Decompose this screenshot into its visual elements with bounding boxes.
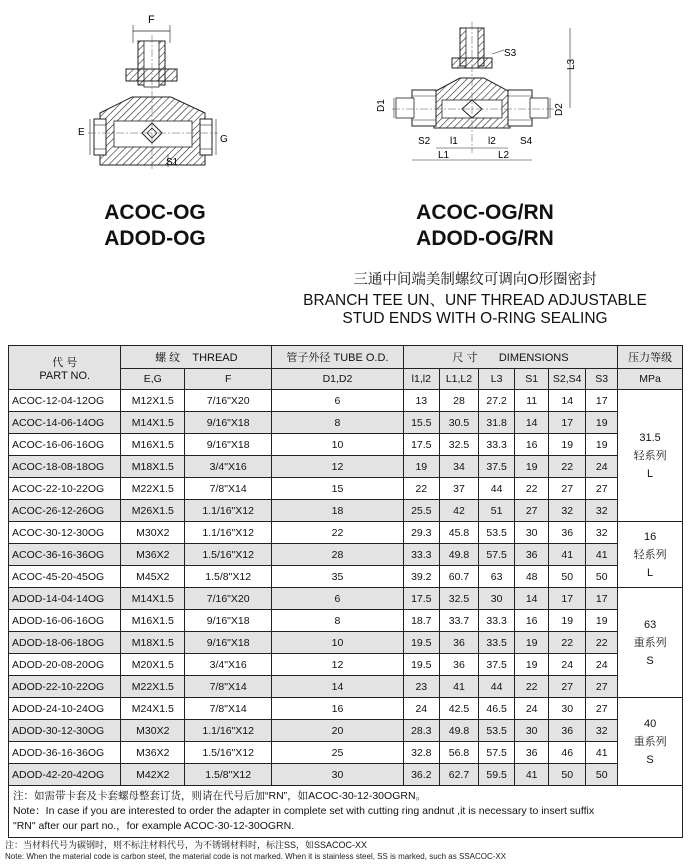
table-cell: 36 (515, 742, 549, 764)
label-d2: D2 (554, 103, 565, 116)
cell-part-no: ACOC-16-06-16OG (9, 434, 121, 456)
table-cell: 36 (515, 544, 549, 566)
table-cell: 19 (515, 654, 549, 676)
cell-part-no: ACOC-14-06-14OG (9, 412, 121, 434)
table-cell: 6 (272, 390, 404, 412)
table-cell: 27 (586, 478, 618, 500)
table-row (9, 676, 683, 698)
table-cell: 32.5 (439, 434, 478, 456)
table-cell: 19.5 (403, 654, 439, 676)
right-model-2: ADOD-OG/RN (416, 227, 554, 250)
table-cell: 15.5 (403, 412, 439, 434)
left-fitting-drawing (70, 5, 260, 190)
table-cell: 30 (549, 698, 586, 720)
table-cell: 57.5 (479, 742, 515, 764)
table-cell: 24 (515, 698, 549, 720)
table-cell: 41 (515, 764, 549, 786)
header-eg: E,G (121, 369, 185, 390)
right-fitting-drawing (372, 18, 587, 168)
table-cell: 24 (586, 456, 618, 478)
table-cell: 17.5 (403, 434, 439, 456)
table-cell: 35 (272, 566, 404, 588)
table-cell: M22X1.5 (121, 478, 185, 500)
table-cell: 36 (549, 522, 586, 544)
table-cell: 27 (586, 676, 618, 698)
header-tube-en: TUBE O.D. (333, 352, 389, 364)
table-cell: 39.2 (403, 566, 439, 588)
label-l2: L2 (498, 150, 510, 161)
table-cell: M18X1.5 (121, 632, 185, 654)
table-cell: M24X1.5 (121, 698, 185, 720)
note-en-1: Note：In case if you are interested to order the adapter in complete set with cutting ring andnut ,it is necessary to insert suffix (13, 805, 595, 817)
table-cell: 9/16"X18 (185, 610, 272, 632)
label-s3: S3 (504, 48, 517, 59)
label-d1: D1 (376, 99, 387, 112)
cell-part-no: ADOD-16-06-16OG (9, 610, 121, 632)
table-cell: 50 (586, 566, 618, 588)
header-dimensions (403, 346, 617, 369)
table-cell: 19 (515, 456, 549, 478)
table-cell: 30 (272, 764, 404, 786)
table-row (9, 522, 683, 544)
table-cell: 53.5 (479, 720, 515, 742)
table-cell: 42 (439, 500, 478, 522)
table-cell: 8 (272, 610, 404, 632)
table-cell: 20 (272, 720, 404, 742)
table-cell: 41 (586, 742, 618, 764)
header-part-no (9, 346, 121, 390)
table-note (9, 786, 683, 838)
title-chinese: 三通中间端美制螺纹可调向O形圈密封 (353, 272, 597, 288)
table-cell: 23 (403, 676, 439, 698)
cell-part-no: ACOC-30-12-30OG (9, 522, 121, 544)
table-cell: 22 (586, 632, 618, 654)
table-cell: 19 (586, 412, 618, 434)
header-l1l2: L1,L2 (439, 369, 478, 390)
table-cell: 15 (272, 478, 404, 500)
table-row (9, 654, 683, 676)
spec-table-body (9, 390, 683, 786)
table-cell: 7/16"X20 (185, 390, 272, 412)
header-thread-en: THREAD (192, 352, 238, 364)
table-row (9, 478, 683, 500)
table-cell: 53.5 (479, 522, 515, 544)
table-cell: 28 (439, 390, 478, 412)
table-cell: 7/16"X20 (185, 588, 272, 610)
table-cell: 50 (586, 764, 618, 786)
table-cell: 19.5 (403, 632, 439, 654)
table-cell: 28.3 (403, 720, 439, 742)
header-thread-cn: 螺 纹 (155, 352, 181, 364)
table-cell: 44 (479, 676, 515, 698)
header-d1d2: D1,D2 (272, 369, 404, 390)
table-cell: 25.5 (403, 500, 439, 522)
cell-part-no: ACOC-22-10-22OG (9, 478, 121, 500)
table-cell: 29.3 (403, 522, 439, 544)
table-cell: 27 (549, 478, 586, 500)
header-l1l2-small: l1,l2 (403, 369, 439, 390)
table-cell: 25 (272, 742, 404, 764)
table-cell: 36.2 (403, 764, 439, 786)
table-row (9, 434, 683, 456)
cell-part-no: ADOD-42-20-42OG (9, 764, 121, 786)
pressure-value: 16 (643, 530, 657, 543)
table-cell: 9/16"X18 (185, 434, 272, 456)
pressure-series: 重系列 (633, 636, 667, 649)
table-cell: 13 (403, 390, 439, 412)
table-cell: 46.5 (479, 698, 515, 720)
table-cell: 37.5 (479, 456, 515, 478)
table-cell: 22 (515, 676, 549, 698)
table-cell: 19 (586, 434, 618, 456)
table-cell: 19 (403, 456, 439, 478)
label-s2: S2 (418, 136, 431, 147)
table-cell: 59.5 (479, 764, 515, 786)
table-cell: 7/8"X14 (185, 698, 272, 720)
table-cell: 32 (549, 500, 586, 522)
table-cell: M36X2 (121, 544, 185, 566)
table-cell: 1.1/16"X12 (185, 720, 272, 742)
table-cell: 7/8"X14 (185, 478, 272, 500)
right-model-names (400, 200, 570, 252)
table-row (9, 698, 683, 720)
table-cell: 17 (549, 588, 586, 610)
table-cell: 56.8 (439, 742, 478, 764)
table-cell: 49.8 (439, 544, 478, 566)
table-cell: 18 (272, 500, 404, 522)
table-cell: 32.5 (439, 588, 478, 610)
pressure-series: 重系列 (633, 735, 667, 748)
table-row (9, 566, 683, 588)
header-code-en: PART NO. (39, 369, 91, 382)
header-pressure-unit: MPa (618, 369, 683, 390)
table-cell: 28 (272, 544, 404, 566)
table-cell: 17 (586, 390, 618, 412)
table-cell: 1.5/8"X12 (185, 566, 272, 588)
table-cell: 8 (272, 412, 404, 434)
label-l2-small: l2 (488, 136, 496, 147)
header-l3: L3 (479, 369, 515, 390)
table-cell: 33.3 (479, 610, 515, 632)
table-cell: 17.5 (403, 588, 439, 610)
table-row (9, 764, 683, 786)
table-cell: M18X1.5 (121, 456, 185, 478)
table-cell: M20X1.5 (121, 654, 185, 676)
left-model-1: ACOC-OG (104, 201, 206, 224)
table-cell: 14 (515, 412, 549, 434)
cell-part-no: ACOC-12-04-12OG (9, 390, 121, 412)
cell-part-no: ADOD-14-04-14OG (9, 588, 121, 610)
header-s3: S3 (586, 369, 618, 390)
table-cell: 37 (439, 478, 478, 500)
table-cell: 14 (515, 588, 549, 610)
table-cell: 37.5 (479, 654, 515, 676)
table-cell: 45.8 (439, 522, 478, 544)
pressure-group-cell (618, 390, 683, 522)
table-cell: 1.5/8"X12 (185, 764, 272, 786)
table-cell: M22X1.5 (121, 676, 185, 698)
table-cell: 33.3 (479, 434, 515, 456)
pressure-value: 40 (643, 717, 657, 730)
table-cell: 49.8 (439, 720, 478, 742)
table-row (9, 412, 683, 434)
table-cell: 19 (515, 632, 549, 654)
table-row (9, 544, 683, 566)
header-dim-en: DIMENSIONS (498, 352, 569, 364)
table-row (9, 390, 683, 412)
table-cell: 44 (479, 478, 515, 500)
label-l3: L3 (566, 58, 577, 70)
pressure-series: 轻系列 (633, 449, 667, 462)
title-english-line2: STUD ENDS WITH O-RING SEALING (342, 310, 608, 327)
pressure-value: 63 (643, 618, 657, 631)
table-cell: 14 (272, 676, 404, 698)
table-cell: 24 (403, 698, 439, 720)
table-cell: 12 (272, 456, 404, 478)
table-cell: 27 (586, 698, 618, 720)
table-cell: 34 (439, 456, 478, 478)
header-tube (272, 346, 404, 369)
table-row (9, 742, 683, 764)
cell-part-no: ACOC-36-16-36OG (9, 544, 121, 566)
table-cell: 6 (272, 588, 404, 610)
table-cell: 19 (586, 610, 618, 632)
cell-part-no: ADOD-24-10-24OG (9, 698, 121, 720)
cell-part-no: ADOD-18-06-18OG (9, 632, 121, 654)
table-cell: 27 (549, 676, 586, 698)
spec-table (8, 345, 683, 838)
cell-part-no: ADOD-36-16-36OG (9, 742, 121, 764)
pressure-group-cell (618, 588, 683, 698)
header-thread (121, 346, 272, 369)
left-model-names (70, 200, 240, 252)
table-cell: 19 (549, 434, 586, 456)
cell-part-no: ADOD-22-10-22OG (9, 676, 121, 698)
cell-part-no: ACOC-45-20-45OG (9, 566, 121, 588)
table-cell: M16X1.5 (121, 434, 185, 456)
table-cell: 3/4"X16 (185, 456, 272, 478)
pressure-grade: L (647, 566, 654, 579)
table-cell: 9/16"X18 (185, 412, 272, 434)
pressure-group-cell (618, 522, 683, 588)
table-cell: 32 (586, 500, 618, 522)
pressure-grade: S (646, 654, 654, 667)
table-cell: M26X1.5 (121, 500, 185, 522)
table-row (9, 720, 683, 742)
table-cell: 24 (586, 654, 618, 676)
table-cell: 42.5 (439, 698, 478, 720)
label-f: F (148, 14, 155, 26)
note-cn: 注：如需带卡套及卡套螺母整套订货，则请在代号后加“RN”，如ACOC-30-12-30OGRN。 (13, 790, 427, 802)
table-cell: 41 (586, 544, 618, 566)
table-cell: 14 (549, 390, 586, 412)
table-cell: 62.7 (439, 764, 478, 786)
table-cell: 32 (586, 522, 618, 544)
table-cell: 11 (515, 390, 549, 412)
right-model-1: ACOC-OG/RN (416, 201, 554, 224)
table-cell: 10 (272, 632, 404, 654)
note-en-2: "RN" after our part no.，for example ACOC-30-12-30OGRN. (13, 820, 295, 832)
table-cell: M42X2 (121, 764, 185, 786)
table-row (9, 588, 683, 610)
table-cell: 36 (439, 654, 478, 676)
header-s1: S1 (515, 369, 549, 390)
table-cell: 27 (515, 500, 549, 522)
table-cell: 33.5 (479, 632, 515, 654)
header-pressure: 压力等级 (618, 346, 683, 369)
table-cell: 16 (515, 610, 549, 632)
header-tube-cn: 管子外径 (286, 352, 331, 364)
table-cell: 1.1/16"X12 (185, 522, 272, 544)
cell-part-no: ACOC-18-08-18OG (9, 456, 121, 478)
table-cell: 36 (439, 632, 478, 654)
pressure-grade: L (647, 467, 654, 480)
table-cell: 57.5 (479, 544, 515, 566)
table-row (9, 500, 683, 522)
footer-note-cn: 注：当材料代号为碳钢时，则不标注材料代号，为不锈钢材料时，标注SS，如SSACOC-XX (5, 840, 368, 850)
table-cell: M36X2 (121, 742, 185, 764)
table-cell: M30X2 (121, 720, 185, 742)
cell-part-no: ACOC-26-12-26OG (9, 500, 121, 522)
table-cell: 3/4"X16 (185, 654, 272, 676)
table-cell: 9/16"X18 (185, 632, 272, 654)
table-cell: 30.5 (439, 412, 478, 434)
table-cell: 63 (479, 566, 515, 588)
table-cell: 18.7 (403, 610, 439, 632)
cell-part-no: ADOD-30-12-30OG (9, 720, 121, 742)
cell-part-no: ADOD-20-08-20OG (9, 654, 121, 676)
table-cell: 50 (549, 566, 586, 588)
table-cell: M14X1.5 (121, 588, 185, 610)
header-code-cn: 代 号 (52, 356, 78, 369)
pressure-group-cell (618, 698, 683, 786)
table-cell: 22 (549, 632, 586, 654)
table-row (9, 610, 683, 632)
label-g: G (220, 134, 228, 145)
table-cell: 41 (439, 676, 478, 698)
table-cell: 16 (272, 698, 404, 720)
table-cell: 36 (549, 720, 586, 742)
table-cell: 24 (549, 654, 586, 676)
table-cell: 33.3 (403, 544, 439, 566)
footer-note-en: Note: When the material code is carbon steel, the material code is not marked. When it is stainless steel, SS is marked, such as SSACOC-XX (5, 852, 507, 861)
table-row (9, 456, 683, 478)
header-dim-cn: 尺 寸 (452, 352, 478, 364)
table-cell: 1.5/16"X12 (185, 742, 272, 764)
pressure-grade: S (646, 753, 654, 766)
table-cell: 46 (549, 742, 586, 764)
pressure-value: 31.5 (639, 431, 661, 444)
table-row (9, 632, 683, 654)
table-cell: 32 (586, 720, 618, 742)
table-cell: 60.7 (439, 566, 478, 588)
table-cell: M12X1.5 (121, 390, 185, 412)
table-cell: 50 (549, 764, 586, 786)
table-cell: 30 (515, 720, 549, 742)
table-cell: 22 (515, 478, 549, 500)
pressure-series: 轻系列 (633, 548, 667, 561)
table-cell: 22 (549, 456, 586, 478)
label-l1-small: l1 (450, 136, 458, 147)
table-cell: 30 (515, 522, 549, 544)
table-cell: 51 (479, 500, 515, 522)
table-cell: 10 (272, 434, 404, 456)
table-cell: 17 (586, 588, 618, 610)
table-cell: 31.8 (479, 412, 515, 434)
table-cell: M45X2 (121, 566, 185, 588)
header-f: F (185, 369, 272, 390)
table-cell: 30 (479, 588, 515, 610)
table-cell: M16X1.5 (121, 610, 185, 632)
table-cell: 41 (549, 544, 586, 566)
label-l1: L1 (438, 150, 450, 161)
table-cell: 33.7 (439, 610, 478, 632)
table-cell: 27.2 (479, 390, 515, 412)
table-cell: 19 (549, 610, 586, 632)
table-cell: 7/8"X14 (185, 676, 272, 698)
table-cell: M14X1.5 (121, 412, 185, 434)
table-cell: 48 (515, 566, 549, 588)
table-cell: 32.8 (403, 742, 439, 764)
table-cell: 22 (403, 478, 439, 500)
table-cell: 17 (549, 412, 586, 434)
label-e: E (78, 127, 85, 138)
table-cell: 1.5/16"X12 (185, 544, 272, 566)
label-s1: S1 (166, 157, 179, 168)
table-cell: 1.1/16"X12 (185, 500, 272, 522)
table-cell: 16 (515, 434, 549, 456)
header-s2s4: S2,S4 (549, 369, 586, 390)
table-cell: M30X2 (121, 522, 185, 544)
table-cell: 22 (272, 522, 404, 544)
title-english-line1: BRANCH TEE UN、UNF THREAD ADJUSTABLE (303, 292, 647, 309)
left-model-2: ADOD-OG (104, 227, 206, 250)
label-s4: S4 (520, 136, 533, 147)
table-cell: 12 (272, 654, 404, 676)
